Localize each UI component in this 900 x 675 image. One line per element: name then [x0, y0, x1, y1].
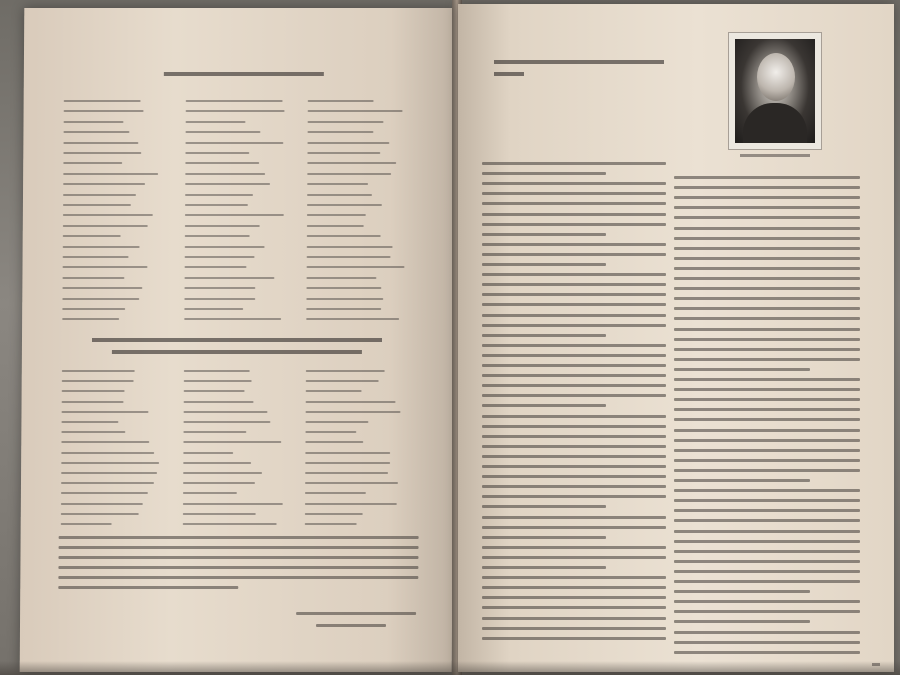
list-entry	[184, 318, 281, 320]
list-entry	[308, 110, 403, 112]
list-entry	[307, 194, 372, 196]
text-line	[674, 429, 860, 432]
list-entry	[63, 246, 140, 248]
list-entry	[184, 401, 254, 403]
text-line	[482, 364, 666, 367]
list-entry	[307, 173, 391, 175]
list-entry	[62, 380, 134, 382]
list-entry	[307, 204, 382, 206]
text-line	[482, 334, 606, 337]
list-entry	[183, 411, 267, 413]
list-entry	[307, 152, 380, 154]
text-line	[674, 418, 860, 421]
text-line	[674, 358, 860, 361]
text-line	[482, 233, 606, 236]
list-entry	[306, 287, 381, 289]
text-line	[674, 449, 860, 452]
text-line	[674, 530, 860, 533]
list-entry	[61, 513, 139, 515]
text-line	[482, 162, 666, 165]
list-entry	[307, 131, 373, 133]
text-line	[674, 570, 860, 573]
text-line	[482, 526, 666, 529]
list-entry	[184, 308, 243, 310]
text-line	[674, 550, 860, 553]
list-entry	[307, 225, 364, 227]
list-entry	[61, 431, 125, 433]
list-entry	[62, 370, 135, 372]
text-line	[674, 590, 810, 593]
text-line	[482, 586, 666, 589]
text-line	[482, 283, 666, 286]
list-entry	[63, 204, 131, 206]
list-entry	[307, 256, 391, 258]
text-line	[482, 192, 666, 195]
text-line	[674, 459, 860, 462]
page-bottom-shadow	[0, 661, 900, 675]
list-entry	[185, 256, 255, 258]
list-entry	[184, 266, 246, 268]
text-line	[482, 223, 666, 226]
text-line	[674, 620, 810, 623]
list-entry	[305, 513, 363, 515]
text-line	[674, 257, 860, 260]
list-entry	[63, 142, 138, 144]
list-entry	[305, 523, 357, 525]
text-line	[674, 499, 860, 502]
text-line	[674, 560, 860, 563]
text-line	[482, 455, 666, 458]
text-line	[674, 641, 860, 644]
section-heading	[92, 338, 382, 342]
list-entry	[61, 421, 118, 423]
list-entry	[62, 266, 147, 268]
list-entry	[61, 472, 157, 474]
text-line	[674, 216, 860, 219]
list-entry	[63, 256, 129, 258]
list-entry	[61, 523, 112, 525]
list-entry	[62, 277, 124, 279]
text-line	[59, 536, 419, 539]
list-entry	[183, 492, 237, 494]
list-entry	[62, 318, 119, 320]
list-entry	[61, 462, 159, 464]
list-entry	[64, 100, 141, 102]
text-line	[482, 314, 666, 317]
list-entry	[183, 523, 277, 525]
list-entry	[305, 452, 390, 454]
left-page	[20, 8, 457, 672]
list-entry	[306, 390, 362, 392]
list-entry	[307, 214, 366, 216]
text-line	[674, 206, 860, 209]
list-entry	[308, 121, 384, 123]
text-line	[674, 277, 860, 280]
text-line	[482, 435, 666, 438]
text-line	[482, 637, 666, 640]
list-entry	[184, 370, 250, 372]
list-entry	[185, 152, 249, 154]
article-heading	[494, 72, 524, 76]
text-line	[482, 182, 666, 185]
text-line	[674, 600, 860, 603]
list-entry	[183, 462, 251, 464]
text-line	[482, 606, 666, 609]
list-entry	[61, 441, 149, 443]
list-entry	[185, 183, 270, 185]
list-entry	[61, 492, 148, 494]
text-line	[674, 186, 860, 189]
list-entry	[306, 298, 383, 300]
text-line	[482, 415, 666, 418]
text-line	[58, 566, 418, 569]
list-entry	[64, 110, 144, 112]
list-entry	[185, 214, 284, 216]
list-entry	[62, 308, 125, 310]
text-line	[674, 398, 860, 401]
text-line	[482, 495, 666, 498]
text-line	[674, 338, 860, 341]
text-line	[482, 213, 666, 216]
portrait-image	[735, 39, 815, 143]
photo-caption	[740, 154, 810, 157]
text-line	[674, 519, 860, 522]
text-line	[482, 465, 666, 468]
list-entry	[62, 298, 139, 300]
text-line	[482, 516, 666, 519]
text-line	[482, 384, 666, 387]
text-line	[482, 253, 666, 256]
list-entry	[308, 100, 374, 102]
list-entry	[185, 194, 253, 196]
list-entry	[62, 401, 124, 403]
list-entry	[305, 472, 388, 474]
list-entry	[185, 235, 250, 237]
list-entry	[305, 462, 390, 464]
text-line	[482, 546, 666, 549]
list-entry	[306, 380, 379, 382]
list-entry	[186, 121, 246, 123]
text-line	[674, 651, 860, 654]
text-line	[674, 287, 860, 290]
list-entry	[61, 452, 154, 454]
list-entry	[305, 441, 363, 443]
text-line	[482, 293, 666, 296]
text-line	[674, 227, 860, 230]
text-line	[674, 489, 860, 492]
list-entry	[63, 131, 129, 133]
list-entry	[185, 225, 260, 227]
section-heading	[112, 350, 362, 354]
list-entry	[306, 318, 399, 320]
text-line	[482, 202, 666, 205]
text-line	[674, 196, 860, 199]
text-line	[674, 469, 860, 472]
list-entry	[305, 503, 397, 505]
text-line	[674, 237, 860, 240]
text-line	[482, 172, 606, 175]
list-entry	[63, 162, 122, 164]
list-entry	[183, 513, 256, 515]
list-entry	[305, 482, 398, 484]
text-line	[674, 580, 860, 583]
list-entry	[183, 421, 270, 423]
list-entry	[186, 110, 285, 112]
signature-line	[316, 624, 386, 627]
text-line	[482, 617, 666, 620]
text-line	[482, 505, 606, 508]
right-page	[458, 4, 894, 672]
text-line	[482, 263, 606, 266]
text-line	[674, 176, 860, 179]
list-entry	[184, 277, 274, 279]
list-entry	[184, 287, 255, 289]
portrait-body	[743, 103, 807, 143]
portrait-photo	[728, 32, 822, 150]
article-heading	[494, 60, 664, 64]
text-line	[482, 354, 666, 357]
text-line	[674, 317, 860, 320]
text-line	[674, 368, 810, 371]
list-entry	[63, 194, 136, 196]
list-entry	[306, 266, 404, 268]
text-line	[482, 576, 666, 579]
list-entry	[305, 431, 356, 433]
text-line	[674, 479, 810, 482]
text-line	[674, 631, 860, 634]
list-entry	[307, 162, 396, 164]
portrait-face	[757, 53, 795, 101]
list-entry	[183, 482, 255, 484]
list-entry	[61, 411, 148, 413]
list-entry	[183, 441, 281, 443]
list-entry	[185, 173, 265, 175]
text-line	[674, 297, 860, 300]
list-entry	[183, 431, 246, 433]
list-entry	[305, 411, 400, 413]
list-entry	[185, 204, 248, 206]
list-entry	[183, 452, 233, 454]
text-line	[674, 307, 860, 310]
list-entry	[307, 142, 389, 144]
list-entry	[63, 235, 121, 237]
list-entry	[63, 214, 153, 216]
text-line	[58, 586, 238, 589]
text-line	[674, 509, 860, 512]
text-line	[674, 439, 860, 442]
text-line	[482, 344, 666, 347]
text-line	[482, 243, 666, 246]
text-line	[482, 556, 666, 559]
text-line	[674, 348, 860, 351]
list-entry	[61, 482, 154, 484]
text-line	[674, 610, 860, 613]
list-entry	[185, 162, 259, 164]
list-entry	[185, 246, 265, 248]
list-entry	[184, 298, 255, 300]
list-entry	[63, 183, 145, 185]
text-line	[482, 324, 666, 327]
list-entry	[306, 277, 376, 279]
list-entry	[307, 183, 368, 185]
list-entry	[185, 142, 283, 144]
list-entry	[63, 225, 148, 227]
text-line	[482, 404, 606, 407]
text-line	[482, 566, 606, 569]
list-entry	[305, 492, 366, 494]
list-entry	[61, 503, 143, 505]
text-line	[674, 267, 860, 270]
list-entry	[305, 421, 368, 423]
list-entry	[64, 121, 124, 123]
text-line	[482, 445, 666, 448]
text-line	[58, 576, 418, 579]
text-line	[482, 394, 666, 397]
text-line	[482, 425, 666, 428]
text-line	[674, 388, 860, 391]
text-line	[674, 408, 860, 411]
list-entry	[183, 472, 262, 474]
list-entry	[185, 131, 260, 133]
list-entry	[306, 401, 396, 403]
list-entry	[62, 390, 125, 392]
list-entry	[183, 503, 283, 505]
list-entry	[63, 173, 158, 175]
signature-line	[296, 612, 416, 615]
list-entry	[306, 370, 385, 372]
text-line	[482, 475, 666, 478]
text-line	[482, 485, 666, 488]
list-entry	[307, 246, 393, 248]
list-entry	[306, 308, 381, 310]
text-line	[674, 378, 860, 381]
text-line	[674, 328, 860, 331]
text-line	[482, 536, 606, 539]
text-line	[482, 273, 666, 276]
list-entry	[184, 380, 252, 382]
list-entry	[63, 152, 141, 154]
list-entry	[307, 235, 381, 237]
text-line	[58, 556, 418, 559]
list-entry	[184, 390, 245, 392]
text-line	[674, 247, 860, 250]
text-line	[482, 303, 666, 306]
section-heading	[164, 72, 324, 76]
text-line	[482, 596, 666, 599]
list-entry	[62, 287, 142, 289]
text-line	[482, 374, 666, 377]
text-line	[59, 546, 419, 549]
text-line	[482, 627, 666, 630]
list-entry	[186, 100, 283, 102]
text-line	[674, 540, 860, 543]
